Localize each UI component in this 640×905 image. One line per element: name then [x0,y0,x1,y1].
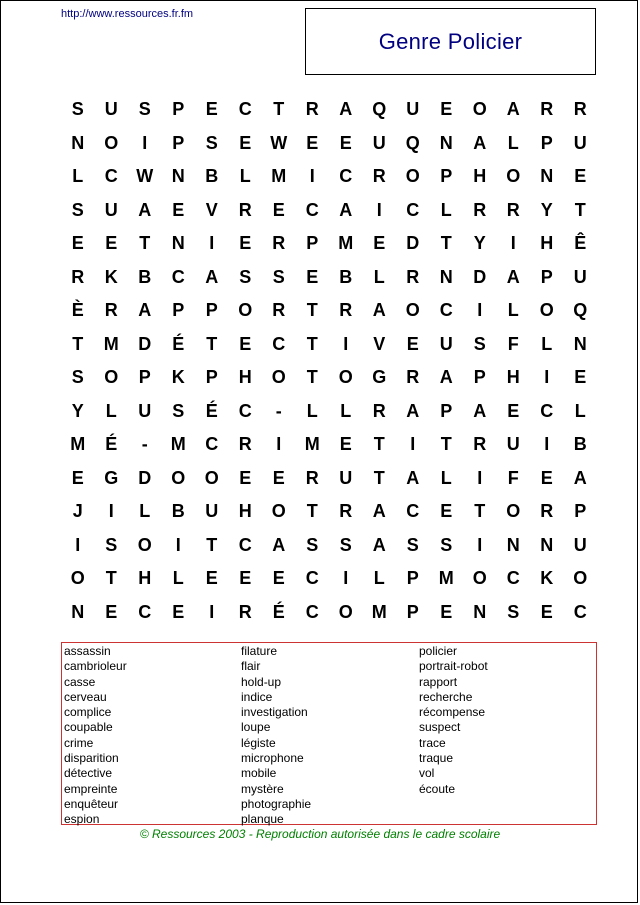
grid-letter: E [306,132,319,153]
grid-letter: A [138,300,152,321]
grid-letter: K [104,266,118,287]
word-list-item: récompense [419,705,486,720]
grid-letter: P [306,233,319,254]
grid-letter: E [205,568,218,589]
grid-letter: E [71,233,84,254]
grid-letter: T [306,367,318,388]
word-list-item: flair [241,659,261,674]
grid-letter: F [507,467,519,488]
grid-letter: E [440,99,453,120]
grid-letter: E [507,400,520,421]
grid-letter: R [372,400,386,421]
grid-letter: E [239,333,252,354]
grid-letter: P [540,132,553,153]
grid-letter: D [406,233,420,254]
grid-letter: U [506,434,520,455]
grid-letter: E [105,601,118,622]
grid-letter: N [171,166,185,187]
grid-letter: S [205,132,218,153]
grid-letter: I [477,300,483,321]
word-list-item: filature [241,644,278,658]
grid-letter: J [72,501,83,522]
grid-letter: N [540,166,554,187]
grid-letter: T [206,534,218,555]
word-list-column-2 [241,644,311,828]
word-list-item: traque [419,751,454,766]
grid-letter: S [440,534,453,555]
grid-letter: R [473,434,487,455]
word-list-column-1 [64,644,127,828]
grid-letter: L [105,400,117,421]
grid-letter: Q [372,99,387,120]
grid-letter: C [406,199,420,220]
grid-letter: P [205,367,218,388]
grid-letter: R [238,434,252,455]
grid-letter: O [104,132,119,153]
grid-letter: T [105,568,117,589]
grid-letter: R [238,199,252,220]
grid-letter: O [506,166,521,187]
grid-letter: U [372,132,386,153]
title-box [305,8,596,75]
grid-letter: L [139,501,151,522]
grid-letter: N [439,266,453,287]
word-list-item: cambrioleur [64,659,127,674]
grid-letter: R [573,99,587,120]
grid-letter: L [507,132,519,153]
grid-letter: A [573,467,587,488]
grid-letter: I [544,367,550,388]
grid-letter: R [305,99,319,120]
word-list-item: indice [241,689,273,704]
grid-letter: R [473,199,487,220]
grid-letter: B [171,501,185,522]
grid-letter: R [272,300,286,321]
grid-letter: E [272,199,285,220]
grid-letter: B [138,266,152,287]
grid-letter: E [306,266,319,287]
grid-letter: I [410,434,416,455]
word-list-item: planque [241,812,284,827]
grid-letter: I [75,534,81,555]
grid-letter: E [440,601,453,622]
grid-letter: R [339,300,353,321]
grid-letter: A [272,534,286,555]
grid-letter: I [108,501,114,522]
grid-letter: E [239,233,252,254]
grid-letter: C [506,568,520,589]
grid-letter: P [172,99,185,120]
grid-letter: A [473,132,487,153]
grid-letter: S [71,199,84,220]
grid-letter: P [205,300,218,321]
word-list-item: écoute [419,781,456,796]
grid-letter: L [239,166,251,187]
grid-letter: I [477,467,483,488]
grid-letter: O [171,467,186,488]
grid-letter: I [510,233,516,254]
grid-letter: U [339,467,353,488]
grid-letter: N [71,132,85,153]
word-list-item: complice [64,705,112,720]
grid-letter: A [372,501,386,522]
grid-letter: O [539,300,554,321]
grid-letter: É [272,601,285,622]
grid-letter: A [372,534,386,555]
grid-letter: R [71,266,85,287]
grid-letter: A [506,266,520,287]
grid-letter: C [238,99,252,120]
grid-letter: T [373,434,385,455]
grid-letter: M [304,434,320,455]
grid-letter: T [306,501,318,522]
grid-letter: U [573,534,587,555]
grid-letter: O [506,501,521,522]
grid-letter: T [206,333,218,354]
grid-letter: R [406,367,420,388]
grid-letter: L [507,300,519,321]
grid-letter: E [172,601,185,622]
grid-letter: O [70,568,85,589]
word-list-item: hold-up [241,674,282,689]
grid-letter: L [440,199,452,220]
grid-letter: R [540,99,554,120]
grid-letter: E [574,367,587,388]
grid-letter: A [138,199,152,220]
grid-letter: I [477,534,483,555]
page-title: Genre Policier [378,28,523,54]
grid-letter: I [309,166,315,187]
grid-letter: S [473,333,486,354]
grid-letter: P [172,300,185,321]
word-list-item: policier [419,644,458,658]
grid-letter: A [372,300,386,321]
grid-letter: - [141,434,148,455]
word-list-item: suspect [419,720,461,735]
grid-letter: S [306,534,319,555]
grid-letter: P [473,367,486,388]
grid-letter: I [276,434,282,455]
grid-letter: U [104,99,118,120]
grid-letter: S [272,266,285,287]
word-list-item: mystère [241,781,284,796]
grid-letter: W [136,166,154,187]
grid-letter: U [104,199,118,220]
grid-letter: C [439,300,453,321]
grid-letter: É [205,400,218,421]
grid-letter: H [506,367,520,388]
grid-letter: E [239,568,252,589]
grid-letter: T [474,501,486,522]
grid-letter: T [72,333,84,354]
grid-letter: H [473,166,487,187]
word-list-item: trace [419,735,446,750]
grid-letter: D [138,467,152,488]
grid-letter: V [373,333,386,354]
grid-letter: O [472,99,487,120]
grid-letter: A [339,199,353,220]
grid-letter: O [338,601,353,622]
grid-letter: R [506,199,520,220]
grid-letter: C [305,568,319,589]
grid-letter: A [473,400,487,421]
grid-letter: O [405,300,420,321]
grid-letter: H [238,367,252,388]
grid-letter: I [142,132,148,153]
grid-letter: Y [71,400,84,421]
grid-letter: È [71,300,84,321]
grid-letter: I [175,534,181,555]
grid-letter: N [573,333,587,354]
grid-letter: C [171,266,185,287]
grid-letter: E [272,467,285,488]
grid-letter: I [376,199,382,220]
grid-letter: C [238,400,252,421]
word-list-item: espion [64,812,100,827]
grid-letter: U [573,132,587,153]
grid-letter: A [506,99,520,120]
grid-letter: G [104,467,119,488]
grid-letter: N [439,132,453,153]
grid-letter: U [439,333,453,354]
word-list-item: détective [64,766,113,781]
grid-letter: T [306,300,318,321]
grid-letter: P [540,266,553,287]
word-list-item: crime [64,735,94,750]
grid-letter: C [305,601,319,622]
grid-letter: C [205,434,219,455]
grid-letter: W [270,132,288,153]
grid-letter: R [238,601,252,622]
grid-letter: D [138,333,152,354]
grid-letter: E [105,233,118,254]
grid-letter: E [205,99,218,120]
word-list-item: légiste [241,735,276,750]
grid-letter: C [238,534,252,555]
word-list-item: cerveau [64,689,107,704]
grid-letter: E [540,467,553,488]
grid-letter: Q [405,132,420,153]
grid-letter: O [104,367,119,388]
grid-letter: M [103,333,119,354]
grid-letter: G [372,367,387,388]
word-list-item: loupe [241,720,271,735]
grid-letter: R [406,266,420,287]
grid-letter: C [305,199,319,220]
grid-letter: K [171,367,185,388]
grid-letter: A [339,99,353,120]
grid-letter: H [540,233,554,254]
grid-letter: I [343,333,349,354]
grid-letter: L [340,400,352,421]
grid-letter: P [440,400,453,421]
grid-letter: E [272,568,285,589]
grid-letter: U [406,99,420,120]
grid-letter: O [204,467,219,488]
word-list-item: empreinte [64,781,118,796]
grid-letter: Y [473,233,486,254]
grid-letter: U [138,400,152,421]
grid-letter: Y [540,199,553,220]
grid-letter: M [438,568,454,589]
grid-letter: P [138,367,151,388]
grid-letter: U [205,501,219,522]
grid-letter: I [209,233,215,254]
grid-letter: N [540,534,554,555]
grid-letter: A [406,467,420,488]
grid-letter: - [275,400,282,421]
grid-letter: L [574,400,586,421]
grid-letter: E [440,501,453,522]
grid-letter: C [104,166,118,187]
grid-letter: T [440,434,452,455]
word-list-column-3 [419,644,488,797]
grid-letter: P [406,568,419,589]
grid-letter: E [406,333,419,354]
grid-letter: S [507,601,520,622]
grid-letter: C [339,166,353,187]
grid-letter: L [373,568,385,589]
word-list-box [61,642,597,825]
grid-letter: L [172,568,184,589]
grid-letter: O [338,367,353,388]
grid-letter: C [272,333,286,354]
grid-letter: S [105,534,118,555]
source-url: http://www.ressources.fr.fm [61,8,194,20]
grid-letter: E [339,434,352,455]
grid-letter: K [540,568,554,589]
grid-letter: C [573,601,587,622]
grid-letter: M [70,434,86,455]
grid-letter: T [273,99,285,120]
letter-grid [61,93,597,629]
grid-letter: O [405,166,420,187]
grid-letter: L [306,400,318,421]
grid-letter: N [171,233,185,254]
word-list-item: assassin [64,644,111,658]
grid-letter: I [209,601,215,622]
grid-letter: T [139,233,151,254]
grid-letter: L [541,333,553,354]
copyright-footer: © Ressources 2003 - Reproduction autorisée dans le cadre scolaire [139,827,501,841]
grid-letter: M [170,434,186,455]
grid-letter: B [339,266,353,287]
grid-letter: A [205,266,219,287]
grid-letter: A [406,400,420,421]
grid-letter: T [306,333,318,354]
grid-letter: E [239,467,252,488]
grid-letter: S [172,400,185,421]
grid-letter: P [574,501,587,522]
grid-letter: R [272,233,286,254]
grid-letter: É [172,333,185,354]
grid-letter: I [544,434,550,455]
grid-letter: L [72,166,84,187]
grid-letter: C [406,501,420,522]
grid-letter: R [339,501,353,522]
grid-letter: I [343,568,349,589]
grid-letter: R [305,467,319,488]
grid-letter: O [238,300,253,321]
grid-letter: N [506,534,520,555]
word-list-item: vol [419,766,435,781]
grid-letter: F [507,333,519,354]
grid-letter: S [339,534,352,555]
grid-letter: M [338,233,354,254]
word-list-item: portrait-robot [419,659,488,674]
word-list-item: casse [64,674,96,689]
grid-letter: Q [573,300,588,321]
grid-letter: O [573,568,588,589]
grid-letter: O [472,568,487,589]
grid-letter: E [373,233,386,254]
grid-letter: E [540,601,553,622]
grid-letter: T [574,199,586,220]
grid-letter: N [473,601,487,622]
grid-letter: E [339,132,352,153]
grid-letter: U [573,266,587,287]
grid-letter: M [371,601,387,622]
grid-letter: S [138,99,151,120]
grid-letter: N [71,601,85,622]
grid-letter: O [271,367,286,388]
grid-letter: R [372,166,386,187]
word-list-item: coupable [64,720,113,735]
grid-letter: Ê [574,233,587,254]
grid-letter: O [271,501,286,522]
grid-letter: R [540,501,554,522]
grid-letter: A [439,367,453,388]
grid-letter: T [440,233,452,254]
grid-letter: V [205,199,218,220]
grid-letter: S [71,99,84,120]
grid-letter: É [105,434,118,455]
grid-letter: S [71,367,84,388]
grid-letter: E [239,132,252,153]
word-list-item: enquêteur [64,796,119,811]
word-list-item: photographie [241,796,312,811]
grid-letter: E [574,166,587,187]
grid-letter: R [104,300,118,321]
grid-letter: C [540,400,554,421]
word-list-item: investigation [241,705,308,720]
grid-letter: P [440,166,453,187]
grid-letter: O [137,534,152,555]
grid-letter: S [239,266,252,287]
grid-letter: H [138,568,152,589]
grid-letter: D [473,266,487,287]
grid-letter: B [205,166,219,187]
grid-letter: L [373,266,385,287]
grid-letter: T [373,467,385,488]
word-list-item: mobile [241,766,277,781]
word-list-item: recherche [419,689,473,704]
grid-letter: M [271,166,287,187]
grid-letter: C [138,601,152,622]
word-list-item: disparition [64,751,119,766]
word-list-item: microphone [241,751,304,766]
grid-letter: P [172,132,185,153]
grid-letter: B [573,434,587,455]
grid-letter: P [406,601,419,622]
grid-letter: H [238,501,252,522]
grid-letter: E [172,199,185,220]
grid-letter: S [406,534,419,555]
grid-letter: L [440,467,452,488]
word-list-item: rapport [419,674,458,689]
grid-letter: E [71,467,84,488]
